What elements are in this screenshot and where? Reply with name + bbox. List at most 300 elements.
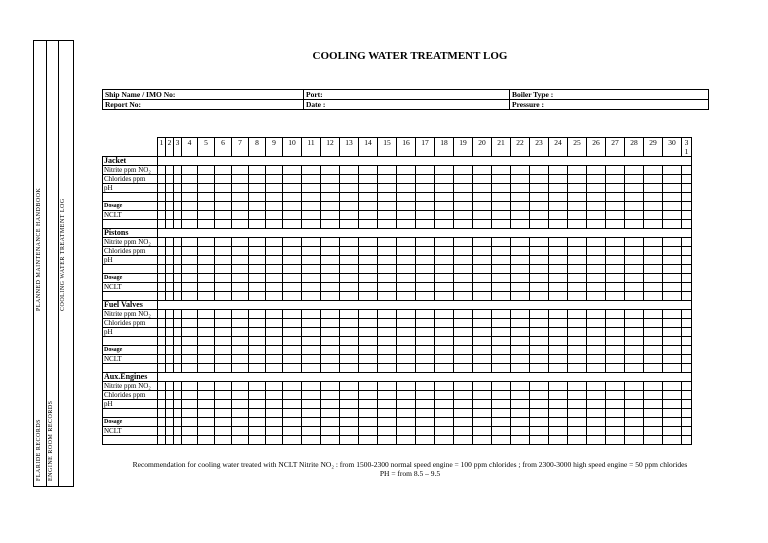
entry-cell[interactable]	[232, 337, 249, 346]
entry-cell[interactable]	[663, 400, 682, 409]
entry-cell[interactable]	[215, 238, 232, 247]
entry-cell[interactable]	[549, 427, 568, 436]
entry-cell[interactable]	[397, 427, 416, 436]
entry-cell[interactable]	[397, 355, 416, 364]
entry-cell[interactable]	[232, 319, 249, 328]
entry-cell[interactable]	[587, 211, 606, 220]
entry-cell[interactable]	[359, 211, 378, 220]
entry-cell[interactable]	[198, 355, 215, 364]
entry-cell[interactable]	[511, 409, 530, 418]
entry-cell[interactable]	[158, 274, 166, 283]
entry-cell[interactable]	[283, 247, 302, 256]
entry-cell[interactable]	[492, 337, 511, 346]
entry-cell[interactable]	[511, 265, 530, 274]
entry-cell[interactable]	[321, 166, 340, 175]
entry-cell[interactable]	[625, 364, 644, 373]
entry-cell[interactable]	[644, 166, 663, 175]
entry-cell[interactable]	[198, 436, 215, 445]
entry-cell[interactable]	[321, 346, 340, 355]
entry-cell[interactable]	[644, 292, 663, 301]
entry-cell[interactable]	[416, 436, 435, 445]
entry-cell[interactable]	[266, 238, 283, 247]
entry-cell[interactable]	[511, 346, 530, 355]
entry-cell[interactable]	[549, 184, 568, 193]
entry-cell[interactable]	[568, 175, 587, 184]
entry-cell[interactable]	[378, 436, 397, 445]
entry-cell[interactable]	[198, 220, 215, 229]
entry-cell[interactable]	[663, 319, 682, 328]
entry-cell[interactable]	[182, 166, 198, 175]
entry-cell[interactable]	[511, 166, 530, 175]
entry-cell[interactable]	[182, 337, 198, 346]
entry-cell[interactable]	[249, 247, 266, 256]
entry-cell[interactable]	[473, 292, 492, 301]
entry-cell[interactable]	[340, 436, 359, 445]
entry-cell[interactable]	[166, 328, 174, 337]
entry-cell[interactable]	[492, 247, 511, 256]
entry-cell[interactable]	[473, 265, 492, 274]
entry-cell[interactable]	[182, 364, 198, 373]
entry-cell[interactable]	[549, 436, 568, 445]
entry-cell[interactable]	[174, 418, 182, 427]
entry-cell[interactable]	[302, 436, 321, 445]
entry-cell[interactable]	[473, 256, 492, 265]
entry-cell[interactable]	[302, 364, 321, 373]
entry-cell[interactable]	[340, 193, 359, 202]
entry-cell[interactable]	[266, 211, 283, 220]
entry-cell[interactable]	[359, 247, 378, 256]
entry-cell[interactable]	[321, 355, 340, 364]
entry-cell[interactable]	[166, 211, 174, 220]
entry-cell[interactable]	[492, 355, 511, 364]
entry-cell[interactable]	[174, 391, 182, 400]
entry-cell[interactable]	[158, 256, 166, 265]
entry-cell[interactable]	[397, 292, 416, 301]
entry-cell[interactable]	[182, 436, 198, 445]
entry-cell[interactable]	[166, 355, 174, 364]
entry-cell[interactable]	[378, 337, 397, 346]
entry-cell[interactable]	[625, 256, 644, 265]
entry-cell[interactable]	[397, 247, 416, 256]
entry-cell[interactable]	[682, 166, 692, 175]
entry-cell[interactable]	[182, 310, 198, 319]
entry-cell[interactable]	[174, 319, 182, 328]
entry-cell[interactable]	[492, 175, 511, 184]
entry-cell[interactable]	[249, 427, 266, 436]
entry-cell[interactable]	[625, 310, 644, 319]
entry-cell[interactable]	[359, 193, 378, 202]
entry-cell[interactable]	[283, 391, 302, 400]
entry-cell[interactable]	[198, 346, 215, 355]
entry-cell[interactable]	[340, 175, 359, 184]
entry-cell[interactable]	[302, 238, 321, 247]
entry-cell[interactable]	[511, 175, 530, 184]
entry-cell[interactable]	[249, 355, 266, 364]
entry-cell[interactable]	[166, 292, 174, 301]
entry-cell[interactable]	[549, 328, 568, 337]
entry-cell[interactable]	[283, 175, 302, 184]
entry-cell[interactable]	[549, 193, 568, 202]
entry-cell[interactable]	[215, 337, 232, 346]
entry-cell[interactable]	[511, 274, 530, 283]
entry-cell[interactable]	[473, 409, 492, 418]
entry-cell[interactable]	[158, 220, 166, 229]
entry-cell[interactable]	[663, 328, 682, 337]
entry-cell[interactable]	[625, 292, 644, 301]
entry-cell[interactable]	[568, 319, 587, 328]
entry-cell[interactable]	[606, 184, 625, 193]
entry-cell[interactable]	[321, 274, 340, 283]
entry-cell[interactable]	[682, 436, 692, 445]
entry-cell[interactable]	[321, 364, 340, 373]
entry-cell[interactable]	[158, 355, 166, 364]
entry-cell[interactable]	[606, 220, 625, 229]
entry-cell[interactable]	[492, 238, 511, 247]
entry-cell[interactable]	[321, 328, 340, 337]
entry-cell[interactable]	[568, 193, 587, 202]
entry-cell[interactable]	[625, 337, 644, 346]
entry-cell[interactable]	[215, 382, 232, 391]
entry-cell[interactable]	[587, 283, 606, 292]
entry-cell[interactable]	[511, 319, 530, 328]
entry-cell[interactable]	[606, 265, 625, 274]
entry-cell[interactable]	[340, 265, 359, 274]
entry-cell[interactable]	[530, 427, 549, 436]
entry-cell[interactable]	[283, 337, 302, 346]
entry-cell[interactable]	[283, 292, 302, 301]
entry-cell[interactable]	[530, 211, 549, 220]
entry-cell[interactable]	[530, 382, 549, 391]
entry-cell[interactable]	[587, 193, 606, 202]
entry-cell[interactable]	[158, 247, 166, 256]
entry-cell[interactable]	[283, 418, 302, 427]
entry-cell[interactable]	[321, 427, 340, 436]
entry-cell[interactable]	[663, 265, 682, 274]
entry-cell[interactable]	[682, 328, 692, 337]
entry-cell[interactable]	[435, 175, 454, 184]
entry-cell[interactable]	[397, 436, 416, 445]
entry-cell[interactable]	[397, 328, 416, 337]
entry-cell[interactable]	[416, 220, 435, 229]
entry-cell[interactable]	[158, 346, 166, 355]
entry-cell[interactable]	[568, 166, 587, 175]
entry-cell[interactable]	[549, 166, 568, 175]
entry-cell[interactable]	[215, 292, 232, 301]
entry-cell[interactable]	[215, 193, 232, 202]
entry-cell[interactable]	[232, 409, 249, 418]
entry-cell[interactable]	[249, 382, 266, 391]
entry-cell[interactable]	[663, 355, 682, 364]
entry-cell[interactable]	[359, 391, 378, 400]
entry-cell[interactable]	[359, 265, 378, 274]
entry-cell[interactable]	[321, 175, 340, 184]
entry-cell[interactable]	[435, 166, 454, 175]
entry-cell[interactable]	[215, 346, 232, 355]
entry-cell[interactable]	[644, 400, 663, 409]
entry-cell[interactable]	[249, 364, 266, 373]
entry-cell[interactable]	[682, 247, 692, 256]
entry-cell[interactable]	[158, 292, 166, 301]
entry-cell[interactable]	[682, 274, 692, 283]
pressure-field[interactable]	[510, 100, 709, 110]
entry-cell[interactable]	[492, 364, 511, 373]
entry-cell[interactable]	[663, 292, 682, 301]
entry-cell[interactable]	[232, 184, 249, 193]
entry-cell[interactable]	[266, 310, 283, 319]
entry-cell[interactable]	[340, 274, 359, 283]
entry-cell[interactable]	[511, 211, 530, 220]
entry-cell[interactable]	[435, 355, 454, 364]
entry-cell[interactable]	[232, 256, 249, 265]
entry-cell[interactable]	[530, 265, 549, 274]
entry-cell[interactable]	[511, 256, 530, 265]
entry-cell[interactable]	[249, 391, 266, 400]
entry-cell[interactable]	[198, 319, 215, 328]
entry-cell[interactable]	[663, 337, 682, 346]
entry-cell[interactable]	[283, 256, 302, 265]
entry-cell[interactable]	[473, 310, 492, 319]
entry-cell[interactable]	[568, 292, 587, 301]
entry-cell[interactable]	[302, 319, 321, 328]
entry-cell[interactable]	[606, 364, 625, 373]
entry-cell[interactable]	[454, 202, 473, 211]
entry-cell[interactable]	[198, 193, 215, 202]
entry-cell[interactable]	[215, 364, 232, 373]
entry-cell[interactable]	[530, 220, 549, 229]
entry-cell[interactable]	[606, 355, 625, 364]
entry-cell[interactable]	[568, 310, 587, 319]
entry-cell[interactable]	[232, 391, 249, 400]
entry-cell[interactable]	[302, 265, 321, 274]
entry-cell[interactable]	[397, 184, 416, 193]
entry-cell[interactable]	[283, 283, 302, 292]
entry-cell[interactable]	[174, 364, 182, 373]
entry-cell[interactable]	[166, 247, 174, 256]
entry-cell[interactable]	[644, 193, 663, 202]
entry-cell[interactable]	[435, 337, 454, 346]
entry-cell[interactable]	[663, 274, 682, 283]
entry-cell[interactable]	[166, 220, 174, 229]
entry-cell[interactable]	[397, 175, 416, 184]
entry-cell[interactable]	[302, 382, 321, 391]
entry-cell[interactable]	[530, 166, 549, 175]
entry-cell[interactable]	[397, 166, 416, 175]
entry-cell[interactable]	[606, 346, 625, 355]
entry-cell[interactable]	[435, 418, 454, 427]
entry-cell[interactable]	[416, 328, 435, 337]
entry-cell[interactable]	[198, 265, 215, 274]
entry-cell[interactable]	[340, 211, 359, 220]
entry-cell[interactable]	[359, 256, 378, 265]
entry-cell[interactable]	[182, 202, 198, 211]
entry-cell[interactable]	[549, 310, 568, 319]
entry-cell[interactable]	[321, 283, 340, 292]
entry-cell[interactable]	[663, 382, 682, 391]
entry-cell[interactable]	[625, 346, 644, 355]
entry-cell[interactable]	[473, 175, 492, 184]
entry-cell[interactable]	[174, 202, 182, 211]
entry-cell[interactable]	[232, 193, 249, 202]
entry-cell[interactable]	[454, 220, 473, 229]
entry-cell[interactable]	[530, 319, 549, 328]
entry-cell[interactable]	[530, 238, 549, 247]
entry-cell[interactable]	[587, 220, 606, 229]
entry-cell[interactable]	[644, 256, 663, 265]
entry-cell[interactable]	[587, 328, 606, 337]
entry-cell[interactable]	[321, 436, 340, 445]
entry-cell[interactable]	[340, 346, 359, 355]
entry-cell[interactable]	[283, 319, 302, 328]
entry-cell[interactable]	[266, 193, 283, 202]
entry-cell[interactable]	[549, 256, 568, 265]
entry-cell[interactable]	[302, 283, 321, 292]
entry-cell[interactable]	[321, 292, 340, 301]
entry-cell[interactable]	[302, 220, 321, 229]
entry-cell[interactable]	[416, 292, 435, 301]
entry-cell[interactable]	[473, 364, 492, 373]
entry-cell[interactable]	[549, 274, 568, 283]
entry-cell[interactable]	[378, 346, 397, 355]
entry-cell[interactable]	[198, 211, 215, 220]
entry-cell[interactable]	[266, 292, 283, 301]
entry-cell[interactable]	[182, 409, 198, 418]
entry-cell[interactable]	[198, 274, 215, 283]
entry-cell[interactable]	[454, 400, 473, 409]
entry-cell[interactable]	[663, 364, 682, 373]
entry-cell[interactable]	[644, 364, 663, 373]
entry-cell[interactable]	[625, 175, 644, 184]
entry-cell[interactable]	[511, 247, 530, 256]
entry-cell[interactable]	[587, 202, 606, 211]
entry-cell[interactable]	[340, 238, 359, 247]
entry-cell[interactable]	[549, 202, 568, 211]
entry-cell[interactable]	[473, 193, 492, 202]
entry-cell[interactable]	[397, 391, 416, 400]
entry-cell[interactable]	[158, 238, 166, 247]
entry-cell[interactable]	[416, 265, 435, 274]
entry-cell[interactable]	[492, 274, 511, 283]
entry-cell[interactable]	[454, 436, 473, 445]
entry-cell[interactable]	[625, 283, 644, 292]
entry-cell[interactable]	[249, 202, 266, 211]
entry-cell[interactable]	[606, 409, 625, 418]
entry-cell[interactable]	[416, 238, 435, 247]
entry-cell[interactable]	[416, 283, 435, 292]
entry-cell[interactable]	[492, 382, 511, 391]
entry-cell[interactable]	[625, 193, 644, 202]
entry-cell[interactable]	[416, 175, 435, 184]
entry-cell[interactable]	[397, 283, 416, 292]
entry-cell[interactable]	[378, 382, 397, 391]
entry-cell[interactable]	[174, 346, 182, 355]
entry-cell[interactable]	[340, 166, 359, 175]
entry-cell[interactable]	[435, 409, 454, 418]
entry-cell[interactable]	[473, 391, 492, 400]
entry-cell[interactable]	[454, 175, 473, 184]
entry-cell[interactable]	[644, 319, 663, 328]
entry-cell[interactable]	[266, 175, 283, 184]
entry-cell[interactable]	[435, 184, 454, 193]
entry-cell[interactable]	[530, 274, 549, 283]
entry-cell[interactable]	[530, 418, 549, 427]
entry-cell[interactable]	[283, 220, 302, 229]
entry-cell[interactable]	[454, 382, 473, 391]
entry-cell[interactable]	[416, 391, 435, 400]
entry-cell[interactable]	[606, 202, 625, 211]
entry-cell[interactable]	[644, 346, 663, 355]
entry-cell[interactable]	[215, 274, 232, 283]
entry-cell[interactable]	[302, 256, 321, 265]
entry-cell[interactable]	[492, 166, 511, 175]
entry-cell[interactable]	[435, 247, 454, 256]
entry-cell[interactable]	[232, 310, 249, 319]
entry-cell[interactable]	[182, 184, 198, 193]
entry-cell[interactable]	[682, 256, 692, 265]
entry-cell[interactable]	[174, 247, 182, 256]
entry-cell[interactable]	[321, 211, 340, 220]
entry-cell[interactable]	[232, 292, 249, 301]
entry-cell[interactable]	[249, 346, 266, 355]
entry-cell[interactable]	[266, 427, 283, 436]
entry-cell[interactable]	[232, 220, 249, 229]
entry-cell[interactable]	[283, 400, 302, 409]
entry-cell[interactable]	[378, 202, 397, 211]
entry-cell[interactable]	[454, 274, 473, 283]
entry-cell[interactable]	[454, 337, 473, 346]
entry-cell[interactable]	[682, 364, 692, 373]
entry-cell[interactable]	[473, 427, 492, 436]
entry-cell[interactable]	[249, 274, 266, 283]
entry-cell[interactable]	[473, 382, 492, 391]
entry-cell[interactable]	[663, 409, 682, 418]
entry-cell[interactable]	[378, 391, 397, 400]
entry-cell[interactable]	[359, 283, 378, 292]
entry-cell[interactable]	[644, 184, 663, 193]
entry-cell[interactable]	[416, 247, 435, 256]
entry-cell[interactable]	[530, 202, 549, 211]
entry-cell[interactable]	[359, 202, 378, 211]
entry-cell[interactable]	[266, 220, 283, 229]
entry-cell[interactable]	[158, 409, 166, 418]
entry-cell[interactable]	[644, 382, 663, 391]
entry-cell[interactable]	[530, 364, 549, 373]
entry-cell[interactable]	[663, 346, 682, 355]
entry-cell[interactable]	[174, 292, 182, 301]
entry-cell[interactable]	[454, 418, 473, 427]
entry-cell[interactable]	[359, 220, 378, 229]
entry-cell[interactable]	[587, 319, 606, 328]
entry-cell[interactable]	[663, 220, 682, 229]
entry-cell[interactable]	[530, 409, 549, 418]
entry-cell[interactable]	[568, 382, 587, 391]
entry-cell[interactable]	[568, 274, 587, 283]
entry-cell[interactable]	[182, 391, 198, 400]
entry-cell[interactable]	[249, 220, 266, 229]
entry-cell[interactable]	[215, 391, 232, 400]
entry-cell[interactable]	[397, 256, 416, 265]
entry-cell[interactable]	[283, 409, 302, 418]
entry-cell[interactable]	[166, 310, 174, 319]
entry-cell[interactable]	[283, 382, 302, 391]
entry-cell[interactable]	[359, 409, 378, 418]
entry-cell[interactable]	[511, 238, 530, 247]
entry-cell[interactable]	[340, 337, 359, 346]
entry-cell[interactable]	[397, 265, 416, 274]
entry-cell[interactable]	[644, 436, 663, 445]
entry-cell[interactable]	[215, 400, 232, 409]
entry-cell[interactable]	[682, 283, 692, 292]
entry-cell[interactable]	[644, 274, 663, 283]
